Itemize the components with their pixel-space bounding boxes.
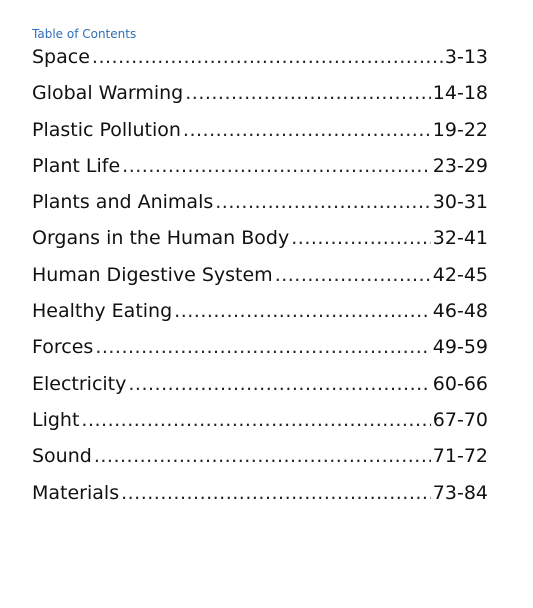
dot-leader [122, 155, 431, 177]
toc-entry [32, 46, 488, 82]
toc-entry-pages: 71-72 [432, 445, 488, 468]
dot-leader [92, 46, 443, 68]
dot-leader [215, 191, 431, 213]
toc-list [32, 46, 488, 518]
toc-entry-title: Organs in the Human Body [32, 227, 290, 250]
dot-leader [94, 445, 431, 467]
toc-entry [32, 264, 488, 300]
dot-leader [121, 482, 431, 504]
toc-entry [32, 445, 488, 481]
toc-entry-pages: 49-59 [432, 336, 488, 359]
toc-entry [32, 191, 488, 227]
toc-entry-pages: 19-22 [432, 118, 488, 141]
toc-entry-title: Light [32, 408, 80, 431]
toc-entry-pages: 67-70 [432, 408, 488, 431]
toc-entry-pages: 23-29 [432, 154, 488, 177]
toc-entry [32, 82, 488, 118]
toc-heading: Table of Contents [32, 27, 137, 41]
toc-entry [32, 300, 488, 336]
toc-entry-title: Plant Life [32, 154, 121, 177]
toc-entry [32, 227, 488, 263]
toc-entry [32, 155, 488, 191]
toc-entry-pages: 60-66 [432, 372, 488, 395]
dot-leader [275, 264, 431, 286]
toc-entry-title: Forces [32, 336, 94, 359]
toc-entry-title: Space [32, 46, 90, 68]
toc-entry-title: Human Digestive System [32, 263, 273, 286]
toc-entry [32, 373, 488, 409]
toc-entry-title: Global Warming [32, 82, 184, 105]
dot-leader [291, 227, 431, 249]
toc-entry [32, 482, 488, 518]
toc-entry-title: Electricity [32, 372, 127, 395]
toc-entry-pages: 73-84 [432, 481, 488, 504]
toc-entry-title: Plastic Pollution [32, 118, 181, 141]
toc-entry-title: Materials [32, 481, 120, 504]
toc-entry-pages: 42-45 [432, 263, 488, 286]
toc-entry-pages: 32-41 [432, 227, 488, 250]
toc-entry-title: Sound [32, 445, 92, 468]
dot-leader [183, 119, 431, 141]
toc-entry [32, 119, 488, 155]
toc-entry-pages: 14-18 [432, 82, 488, 105]
toc-entry-pages: 30-31 [432, 191, 488, 214]
dot-leader [95, 336, 430, 358]
dot-leader [185, 82, 431, 104]
dot-leader [174, 300, 431, 322]
toc-entry-title: Healthy Eating [32, 300, 173, 323]
toc-entry [32, 409, 488, 445]
toc-entry-pages: 3-13 [444, 46, 488, 68]
toc-entry-title: Plants and Animals [32, 191, 214, 214]
toc-entry [32, 336, 488, 372]
dot-leader [81, 409, 430, 431]
toc-entry-pages: 46-48 [432, 300, 488, 323]
dot-leader [128, 373, 430, 395]
